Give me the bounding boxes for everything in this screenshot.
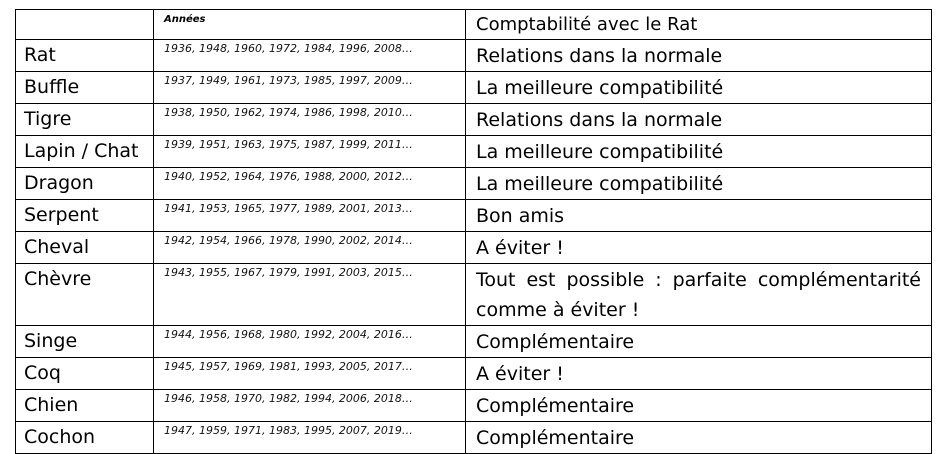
sign-name: Lapin / Chat bbox=[24, 140, 139, 162]
sign-compat: La meilleure compatibilité bbox=[476, 141, 724, 163]
sign-compat: A éviter ! bbox=[476, 237, 564, 259]
table-row bbox=[16, 232, 932, 264]
header-empty-cell bbox=[16, 10, 154, 40]
sign-years: 1946, 1958, 1970, 1982, 1994, 2006, 2018… bbox=[164, 392, 413, 405]
header-years-cell bbox=[154, 10, 466, 40]
sign-name: Cochon bbox=[24, 426, 96, 448]
sign-name: Chèvre bbox=[24, 268, 92, 290]
sign-name: Dragon bbox=[24, 172, 94, 194]
sign-compat: Tout est possible : parfaite complémentarité comme à éviter ! bbox=[476, 269, 921, 321]
sign-years: 1947, 1959, 1971, 1983, 1995, 2007, 2019… bbox=[164, 424, 413, 437]
header-compat-label: Comptabilité avec le Rat bbox=[476, 14, 698, 35]
sign-name: Rat bbox=[24, 44, 56, 66]
table-row bbox=[16, 136, 932, 168]
sign-compat: La meilleure compatibilité bbox=[476, 77, 724, 99]
sign-years: 1944, 1956, 1968, 1980, 1992, 2004, 2016… bbox=[164, 328, 413, 341]
sign-compat: La meilleure compatibilité bbox=[476, 173, 724, 195]
header-compat-cell bbox=[466, 10, 932, 40]
header-years-label: Années bbox=[164, 14, 206, 25]
sign-years: 1936, 1948, 1960, 1972, 1984, 1996, 2008… bbox=[164, 42, 413, 55]
table-row bbox=[16, 264, 932, 326]
table-row bbox=[16, 200, 932, 232]
table-row bbox=[16, 72, 932, 104]
sign-compat: Bon amis bbox=[476, 205, 565, 227]
sign-compat: Relations dans la normale bbox=[476, 109, 723, 131]
sign-name: Serpent bbox=[24, 204, 99, 226]
sign-years: 1941, 1953, 1965, 1977, 1989, 2001, 2013… bbox=[164, 202, 413, 215]
sign-compat: Relations dans la normale bbox=[476, 45, 723, 67]
sign-compat: A éviter ! bbox=[476, 363, 564, 385]
sign-name: Chien bbox=[24, 394, 79, 416]
sign-years: 1937, 1949, 1961, 1973, 1985, 1997, 2009… bbox=[164, 74, 413, 87]
sign-name: Coq bbox=[24, 362, 61, 384]
sign-name: Cheval bbox=[24, 236, 90, 258]
sign-years: 1945, 1957, 1969, 1981, 1993, 2005, 2017… bbox=[164, 360, 413, 373]
table-row bbox=[16, 168, 932, 200]
table-row bbox=[16, 390, 932, 422]
sign-name: Tigre bbox=[24, 108, 72, 130]
table-row bbox=[16, 326, 932, 358]
sign-years: 1938, 1950, 1962, 1974, 1986, 1998, 2010… bbox=[164, 106, 413, 119]
sign-compat: Complémentaire bbox=[476, 331, 635, 353]
sign-years: 1943, 1955, 1967, 1979, 1991, 2003, 2015… bbox=[164, 266, 413, 279]
sign-compat: Complémentaire bbox=[476, 395, 635, 417]
table-row bbox=[16, 358, 932, 390]
sign-years: 1939, 1951, 1963, 1975, 1987, 1999, 2011… bbox=[164, 138, 413, 151]
sign-name: Singe bbox=[24, 330, 78, 352]
table-row bbox=[16, 422, 932, 454]
sign-name: Buffle bbox=[24, 76, 80, 98]
compatibility-table bbox=[15, 9, 932, 454]
sign-compat: Complémentaire bbox=[476, 427, 635, 449]
sign-years: 1942, 1954, 1966, 1978, 1990, 2002, 2014… bbox=[164, 234, 413, 247]
table-row bbox=[16, 104, 932, 136]
table-row bbox=[16, 40, 932, 72]
header-row bbox=[16, 10, 932, 40]
sign-years: 1940, 1952, 1964, 1976, 1988, 2000, 2012… bbox=[164, 170, 413, 183]
